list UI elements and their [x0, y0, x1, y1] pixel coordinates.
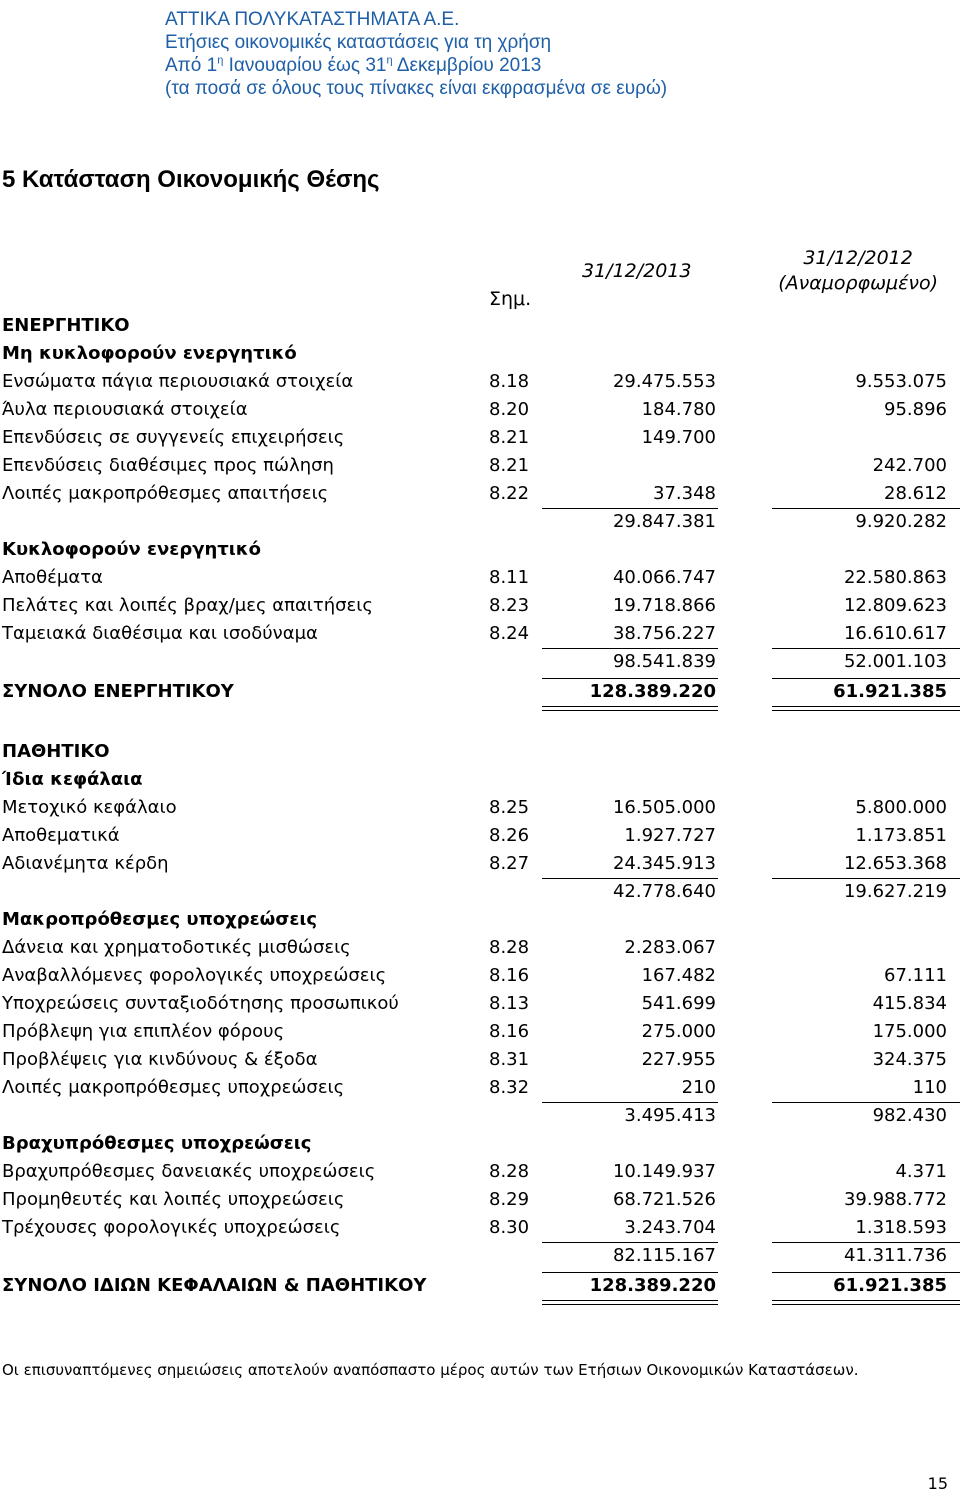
row-value-2012: 110 — [912, 1077, 947, 1098]
row-note: 8.22 — [489, 483, 530, 504]
row-value-2012: 982.430 — [872, 1105, 947, 1126]
row-value-2013: 541.699 — [641, 993, 716, 1014]
row-value-2013: 184.780 — [641, 399, 716, 420]
row-value-2012: 41.311.736 — [843, 1245, 947, 1266]
row-note: 8.11 — [489, 567, 530, 588]
row-note: 8.31 — [489, 1049, 530, 1070]
row-note: 8.25 — [489, 797, 530, 818]
row-value-2012: 16.610.617 — [843, 623, 947, 644]
table-row — [0, 1158, 960, 1186]
row-label: Προμηθευτές και λοιπές υποχρεώσεις — [2, 1189, 345, 1210]
row-value-2012: 4.371 — [895, 1161, 947, 1182]
row-value-2012: 1.173.851 — [855, 825, 947, 846]
row-note: 8.30 — [489, 1217, 530, 1238]
row-value-2012: 242.700 — [872, 455, 947, 476]
row-label: Αποθέματα — [2, 567, 103, 588]
row-note: 8.28 — [489, 937, 530, 958]
row-label: Δάνεια και χρηματοδοτικές μισθώσεις — [2, 937, 351, 958]
row-label: Βραχυπρόθεσμες δανειακές υποχρεώσεις — [2, 1161, 376, 1182]
row-label: Ταμειακά διαθέσιμα και ισοδύναμα — [2, 623, 318, 644]
section-title: 5 Κατάσταση Οικονομικής Θέσης — [2, 166, 380, 193]
row-label: ΣΥΝΟΛΟ ΙΔΙΩΝ ΚΕΦΑΛΑΙΩΝ & ΠΑΘΗΤΙΚΟΥ — [2, 1275, 427, 1296]
table-row — [0, 1046, 960, 1074]
row-value-2012: 9.553.075 — [855, 371, 947, 392]
row-value-2012: 12.809.623 — [843, 595, 947, 616]
table-row — [0, 934, 960, 962]
table-row — [0, 368, 960, 396]
row-value-2013: 82.115.167 — [612, 1245, 716, 1266]
row-value-2013: 19.718.866 — [612, 595, 716, 616]
row-note: 8.24 — [489, 623, 530, 644]
row-label: Λοιπές μακροπρόθεσμες υποχρεώσεις — [2, 1077, 345, 1098]
table-row — [0, 878, 960, 906]
row-value-2013: 24.345.913 — [612, 853, 716, 874]
row-label: ΕΝΕΡΓΗΤΙΚΟ — [2, 315, 130, 336]
table-row — [0, 794, 960, 822]
table-row — [0, 536, 960, 564]
row-label: ΣΥΝΟΛΟ ΕΝΕΡΓΗΤΙΚΟΥ — [2, 681, 234, 702]
row-value-2012: 52.001.103 — [843, 651, 947, 672]
row-value-2012: 22.580.863 — [843, 567, 947, 588]
row-value-2013: 10.149.937 — [612, 1161, 716, 1182]
row-value-2012: 324.375 — [872, 1049, 947, 1070]
row-note: 8.16 — [489, 1021, 530, 1042]
row-value-2013: 210 — [681, 1077, 716, 1098]
row-note: 8.21 — [489, 455, 530, 476]
row-label: Επενδύσεις σε συγγενείς επιχειρήσεις — [2, 427, 345, 448]
row-note: 8.18 — [489, 371, 530, 392]
table-row — [0, 424, 960, 452]
row-value-2013: 37.348 — [653, 483, 716, 504]
row-label: Μη κυκλοφορούν ενεργητικό — [2, 343, 297, 364]
row-note: 8.16 — [489, 965, 530, 986]
row-value-2013: 98.541.839 — [612, 651, 716, 672]
row-label: Μετοχικό κεφάλαιο — [2, 797, 177, 818]
table-row — [0, 508, 960, 536]
table-row — [0, 738, 960, 766]
table-row — [0, 620, 960, 648]
row-value-2013: 3.243.704 — [624, 1217, 716, 1238]
row-label: Υποχρεώσεις συνταξιοδότησης προσωπικού — [2, 993, 399, 1014]
row-value-2012: 28.612 — [884, 483, 947, 504]
table-row — [0, 1102, 960, 1130]
row-label: Αδιανέμητα κέρδη — [2, 853, 169, 874]
table-row — [0, 1130, 960, 1158]
table-row — [0, 850, 960, 878]
row-note: 8.27 — [489, 853, 530, 874]
row-value-2012: 175.000 — [872, 1021, 947, 1042]
row-label: Προβλέψεις για κινδύνους & έξοδα — [2, 1049, 318, 1070]
row-label: Πελάτες και λοιπές βραχ/μες απαιτήσεις — [2, 595, 373, 616]
table-row — [0, 678, 960, 706]
row-value-2012: 39.988.772 — [843, 1189, 947, 1210]
column-header-2012-restated: (Αναμορφωμένο) — [778, 272, 938, 294]
row-note: 8.23 — [489, 595, 530, 616]
row-note: 8.29 — [489, 1189, 530, 1210]
row-value-2013: 68.721.526 — [612, 1189, 716, 1210]
row-value-2013: 2.283.067 — [624, 937, 716, 958]
total-double-rule — [542, 1300, 718, 1305]
row-note: 8.26 — [489, 825, 530, 846]
table-row — [0, 1186, 960, 1214]
table-row — [0, 1214, 960, 1242]
row-value-2012: 1.318.593 — [855, 1217, 947, 1238]
row-label: Πρόβλεψη για επιπλέον φόρους — [2, 1021, 285, 1042]
row-note: 8.28 — [489, 1161, 530, 1182]
row-value-2013: 29.847.381 — [612, 511, 716, 532]
row-label: Βραχυπρόθεσμες υποχρεώσεις — [2, 1133, 312, 1154]
row-value-2012: 61.921.385 — [833, 681, 947, 702]
row-value-2013: 227.955 — [641, 1049, 716, 1070]
row-label: Ίδια κεφάλαια — [2, 769, 143, 790]
table-row — [0, 766, 960, 794]
row-label: Άυλα περιουσιακά στοιχεία — [2, 399, 248, 420]
currency-note: (τα ποσά σε όλους τους πίνακες είναι εκφρασμένα σε ευρώ) — [165, 78, 668, 99]
document-header — [165, 8, 667, 100]
column-header-note: Σημ. — [489, 288, 532, 310]
table-row — [0, 822, 960, 850]
table-row — [0, 1242, 960, 1270]
row-note: 8.20 — [489, 399, 530, 420]
row-label: Αναβαλλόμενες φορολογικές υποχρεώσεις — [2, 965, 387, 986]
total-double-rule — [542, 706, 718, 711]
table-row — [0, 340, 960, 368]
row-value-2012: 415.834 — [872, 993, 947, 1014]
row-value-2012: 19.627.219 — [843, 881, 947, 902]
column-header-2013: 31/12/2013 — [582, 260, 692, 282]
table-row — [0, 312, 960, 340]
table-row — [0, 648, 960, 676]
table-row — [0, 564, 960, 592]
company-name: ΑΤΤΙΚΑ ΠΟΛΥΚΑΤΑΣΤΗΜΑΤΑ Α.Ε. — [165, 9, 460, 30]
row-label: Τρέχουσες φορολογικές υποχρεώσεις — [2, 1217, 341, 1238]
row-value-2012: 95.896 — [884, 399, 947, 420]
table-row — [0, 990, 960, 1018]
total-double-rule — [772, 706, 960, 711]
table-row — [0, 592, 960, 620]
row-value-2013: 167.482 — [641, 965, 716, 986]
row-value-2013: 149.700 — [641, 427, 716, 448]
row-note: 8.21 — [489, 427, 530, 448]
row-value-2013: 29.475.553 — [612, 371, 716, 392]
row-value-2012: 12.653.368 — [843, 853, 947, 874]
row-label: Κυκλοφορούν ενεργητικό — [2, 539, 261, 560]
row-note: 8.13 — [489, 993, 530, 1014]
footer-note: Οι επισυναπτόμενες σημειώσεις αποτελούν αναπόσπαστο μέρος αυτών των Ετήσιων Οικονομικών Καταστάσεων. — [2, 1361, 859, 1379]
row-label: Λοιπές μακροπρόθεσμες απαιτήσεις — [2, 483, 329, 504]
table-row — [0, 1074, 960, 1102]
column-header-2012-date: 31/12/2012 — [803, 247, 913, 269]
row-value-2013: 38.756.227 — [612, 623, 716, 644]
row-value-2012: 5.800.000 — [855, 797, 947, 818]
row-value-2013: 16.505.000 — [612, 797, 716, 818]
row-value-2013: 128.389.220 — [589, 681, 716, 702]
row-value-2012: 67.111 — [884, 965, 947, 986]
page-number: 15 — [927, 1474, 948, 1493]
table-row — [0, 1272, 960, 1300]
total-double-rule — [772, 1300, 960, 1305]
table-row — [0, 962, 960, 990]
table-row — [0, 480, 960, 508]
report-subtitle: Ετήσιες οικονομικές καταστάσεις για τη χρήση — [165, 32, 552, 53]
table-row — [0, 452, 960, 480]
row-value-2012: 61.921.385 — [833, 1275, 947, 1296]
row-value-2013: 275.000 — [641, 1021, 716, 1042]
column-header-2012 — [778, 246, 938, 296]
table-row — [0, 906, 960, 934]
table-row — [0, 1018, 960, 1046]
row-value-2013: 1.927.727 — [624, 825, 716, 846]
row-note: 8.32 — [489, 1077, 530, 1098]
row-value-2013: 42.778.640 — [612, 881, 716, 902]
report-period: Από $1^\eta$ Ιανουαρίου έως $31^\eta$ Δεκεμβρίου 2013 — [165, 54, 542, 76]
row-value-2013: 40.066.747 — [612, 567, 716, 588]
row-value-2013: 128.389.220 — [589, 1275, 716, 1296]
table-row — [0, 396, 960, 424]
row-label: Ενσώματα πάγια περιουσιακά στοιχεία — [2, 371, 354, 392]
row-value-2013: 3.495.413 — [624, 1105, 716, 1126]
row-label: Επενδύσεις διαθέσιμες προς πώληση — [2, 455, 334, 476]
row-label: Αποθεματικά — [2, 825, 120, 846]
row-label: ΠΑΘΗΤΙΚΟ — [2, 741, 110, 762]
row-label: Μακροπρόθεσμες υποχρεώσεις — [2, 909, 318, 930]
row-value-2012: 9.920.282 — [855, 511, 947, 532]
